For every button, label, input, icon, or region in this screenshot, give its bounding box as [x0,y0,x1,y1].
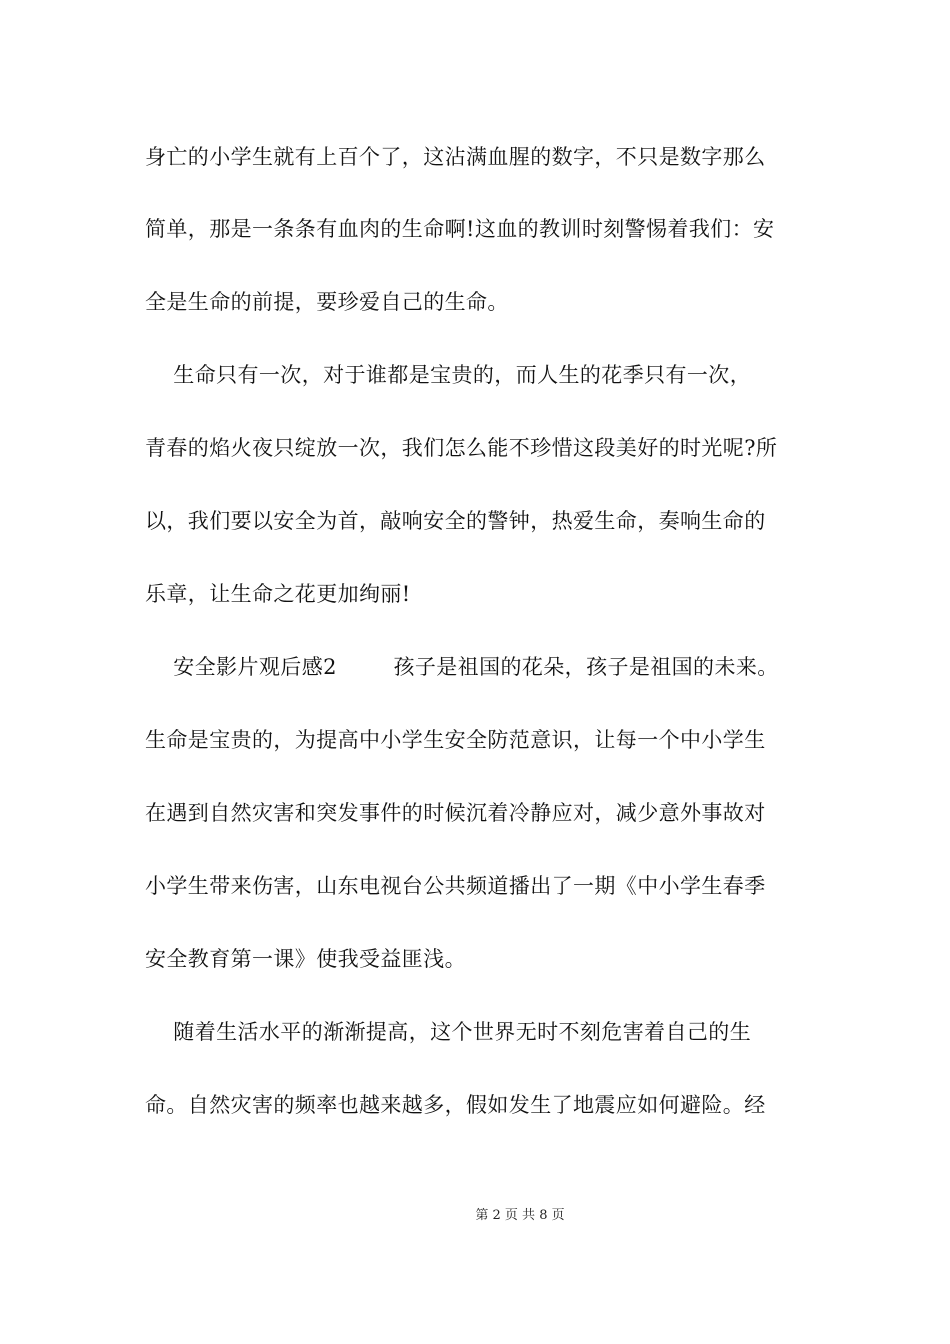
section-heading-line: 安全影片观后感2 孩子是祖国的花朵，孩子是祖国的未来。 [145,655,779,679]
text-line: 身亡的小学生就有上百个了，这沾满血腥的数字，不只是数字那么 [145,145,766,169]
text-line: 在遇到自然灾害和突发事件的时候沉着冷静应对，减少意外事故对 [145,801,766,825]
text-line: 命。自然灾害的频率也越来越多，假如发生了地震应如何避险。经 [145,1093,766,1117]
text-line: 生命是宝贵的，为提高中小学生安全防范意识，让每一个中小学生 [145,728,766,752]
text-line: 乐章，让生命之花更加绚丽! [145,582,411,606]
text-line: 全是生命的前提，要珍爱自己的生命。 [145,290,509,314]
paragraph-start-line: 生命只有一次，对于谁都是宝贵的，而人生的花季只有一次， [145,363,752,387]
text-line: 简单，那是一条条有血肉的生命啊!这血的教训时刻警惕着我们：安 [145,217,775,241]
text-line: 安全教育第一课》使我受益匪浅。 [145,947,466,971]
text-line: 青春的焰火夜只绽放一次，我们怎么能不珍惜这段美好的时光呢?所 [145,436,778,460]
text-line: 以，我们要以安全为首，敲响安全的警钟，热爱生命，奏响生命的 [145,509,766,533]
page-number-footer: 第 2 页 共 8 页 [475,1208,565,1223]
paragraph-start-line: 随着生活水平的渐渐提高，这个世界无时不刻危害着自己的生 [145,1020,752,1044]
text-line: 小学生带来伤害，山东电视台公共频道播出了一期《中小学生春季 [145,874,766,898]
